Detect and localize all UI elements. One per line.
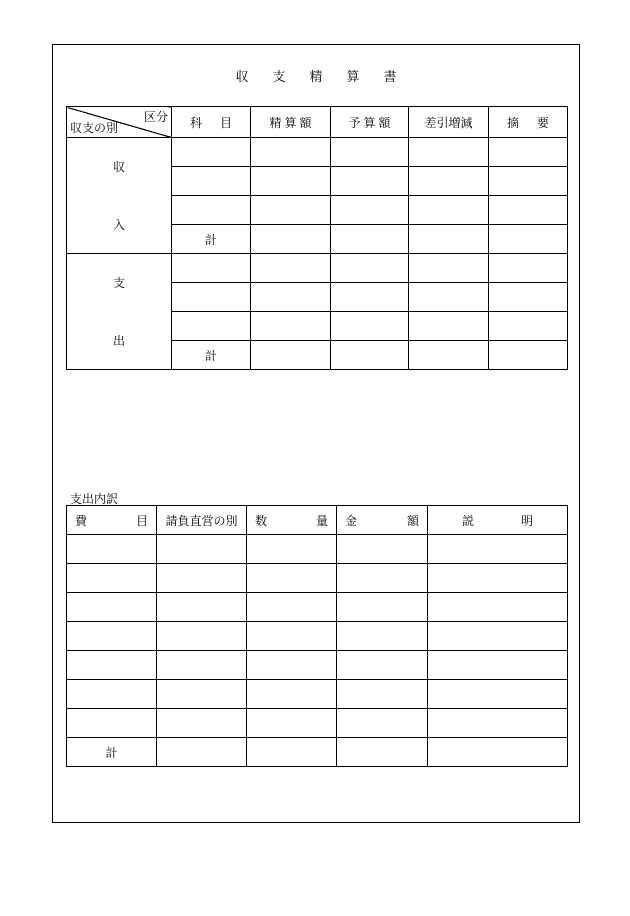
table-cell[interactable] — [247, 593, 337, 622]
table-cell[interactable] — [172, 312, 251, 341]
expense-group-cell — [67, 254, 172, 370]
table-cell[interactable] — [428, 564, 568, 593]
table-cell[interactable] — [489, 167, 568, 196]
table-cell[interactable] — [251, 254, 331, 283]
table-cell[interactable] — [489, 138, 568, 167]
table-cell[interactable] — [428, 651, 568, 680]
table-cell[interactable] — [67, 593, 157, 622]
table-cell[interactable] — [247, 738, 337, 767]
table-cell[interactable] — [247, 622, 337, 651]
header-remarks: 摘 要 — [489, 107, 568, 138]
header-text: 費 — [75, 513, 88, 528]
expense-label-2: 出 — [112, 334, 125, 348]
expense-label-1: 支 — [112, 276, 125, 290]
table-cell[interactable] — [157, 622, 247, 651]
table-cell[interactable] — [337, 709, 428, 738]
corner-label-category: 区分 — [143, 110, 168, 124]
table-cell[interactable] — [157, 680, 247, 709]
table-cell[interactable] — [172, 138, 251, 167]
table-cell[interactable] — [67, 709, 157, 738]
table-cell[interactable] — [67, 622, 157, 651]
table-cell[interactable] — [172, 254, 251, 283]
table-cell[interactable] — [331, 196, 409, 225]
table-cell[interactable] — [157, 709, 247, 738]
table-cell[interactable] — [67, 680, 157, 709]
expense-breakdown-table — [66, 505, 568, 767]
table-cell[interactable] — [157, 738, 247, 767]
table-cell[interactable] — [409, 225, 489, 254]
header-text: 金 — [345, 513, 358, 528]
header-text: 説 — [462, 513, 475, 528]
table-cell[interactable] — [251, 225, 331, 254]
table-cell[interactable] — [331, 312, 409, 341]
table-cell[interactable] — [157, 651, 247, 680]
table-cell[interactable] — [157, 535, 247, 564]
table-cell[interactable] — [489, 283, 568, 312]
table-cell[interactable] — [251, 138, 331, 167]
table-cell[interactable] — [409, 341, 489, 370]
table-cell[interactable] — [157, 564, 247, 593]
table-cell[interactable] — [337, 535, 428, 564]
header-expense-item — [67, 506, 157, 535]
table-cell[interactable] — [409, 283, 489, 312]
table-cell[interactable] — [409, 196, 489, 225]
table-cell[interactable] — [409, 312, 489, 341]
table-cell[interactable] — [428, 709, 568, 738]
table-cell[interactable] — [489, 225, 568, 254]
table-cell[interactable] — [489, 196, 568, 225]
corner-header-cell — [67, 107, 172, 138]
table-cell[interactable] — [67, 535, 157, 564]
header-contract-type: 請負直営の別 — [157, 506, 247, 535]
header-difference: 差引増減 — [409, 107, 489, 138]
table-cell[interactable] — [428, 680, 568, 709]
table-cell[interactable] — [247, 680, 337, 709]
header-text: 数 — [255, 513, 268, 528]
table-cell[interactable] — [489, 341, 568, 370]
table-cell[interactable] — [172, 196, 251, 225]
income-label-2: 入 — [112, 218, 125, 232]
table-cell[interactable] — [409, 254, 489, 283]
income-label-1: 収 — [112, 160, 125, 174]
table-cell[interactable] — [331, 254, 409, 283]
header-text: 量 — [315, 513, 328, 528]
table-cell[interactable] — [331, 167, 409, 196]
table-cell[interactable] — [337, 593, 428, 622]
table-cell[interactable] — [251, 341, 331, 370]
header-text: 額 — [406, 513, 419, 528]
table-cell[interactable] — [67, 564, 157, 593]
table-cell[interactable] — [428, 593, 568, 622]
table-cell[interactable] — [251, 196, 331, 225]
table-cell[interactable] — [337, 564, 428, 593]
table-cell[interactable] — [428, 535, 568, 564]
header-budget-amount: 予算額 — [331, 107, 409, 138]
expense-breakdown-label: 支出内訳 — [70, 492, 119, 506]
corner-label-type: 収支の別 — [70, 121, 119, 135]
header-amount — [337, 506, 428, 535]
table-cell[interactable] — [489, 254, 568, 283]
table-cell[interactable] — [157, 593, 247, 622]
breakdown-total-label: 計 — [67, 738, 157, 767]
table-cell[interactable] — [331, 283, 409, 312]
table-cell[interactable] — [409, 167, 489, 196]
table-cell[interactable] — [331, 341, 409, 370]
document-title: 収支精算書 — [235, 70, 421, 85]
income-expense-table — [66, 106, 568, 370]
header-settled-amount: 精算額 — [251, 107, 331, 138]
table-cell[interactable] — [247, 535, 337, 564]
header-quantity — [247, 506, 337, 535]
table-cell[interactable] — [247, 709, 337, 738]
table-cell[interactable] — [337, 738, 428, 767]
table-cell[interactable] — [67, 651, 157, 680]
table-cell[interactable] — [337, 680, 428, 709]
income-group-cell — [67, 138, 172, 254]
table-cell[interactable] — [331, 225, 409, 254]
table-cell[interactable] — [428, 738, 568, 767]
header-item: 科 目 — [172, 107, 251, 138]
table-cell[interactable] — [247, 651, 337, 680]
table-cell[interactable] — [251, 283, 331, 312]
table-cell[interactable] — [172, 167, 251, 196]
table-cell[interactable] — [489, 312, 568, 341]
table-cell[interactable] — [428, 622, 568, 651]
table-cell[interactable] — [172, 283, 251, 312]
table-cell[interactable] — [331, 138, 409, 167]
income-total-label: 計 — [172, 225, 251, 254]
table-cell[interactable] — [247, 564, 337, 593]
header-text: 明 — [520, 513, 533, 528]
table-cell[interactable] — [337, 651, 428, 680]
table-cell[interactable] — [251, 167, 331, 196]
header-text: 目 — [135, 513, 148, 528]
table-cell[interactable] — [409, 138, 489, 167]
table-cell[interactable] — [337, 622, 428, 651]
expense-total-label: 計 — [172, 341, 251, 370]
header-description — [428, 506, 568, 535]
table-cell[interactable] — [251, 312, 331, 341]
